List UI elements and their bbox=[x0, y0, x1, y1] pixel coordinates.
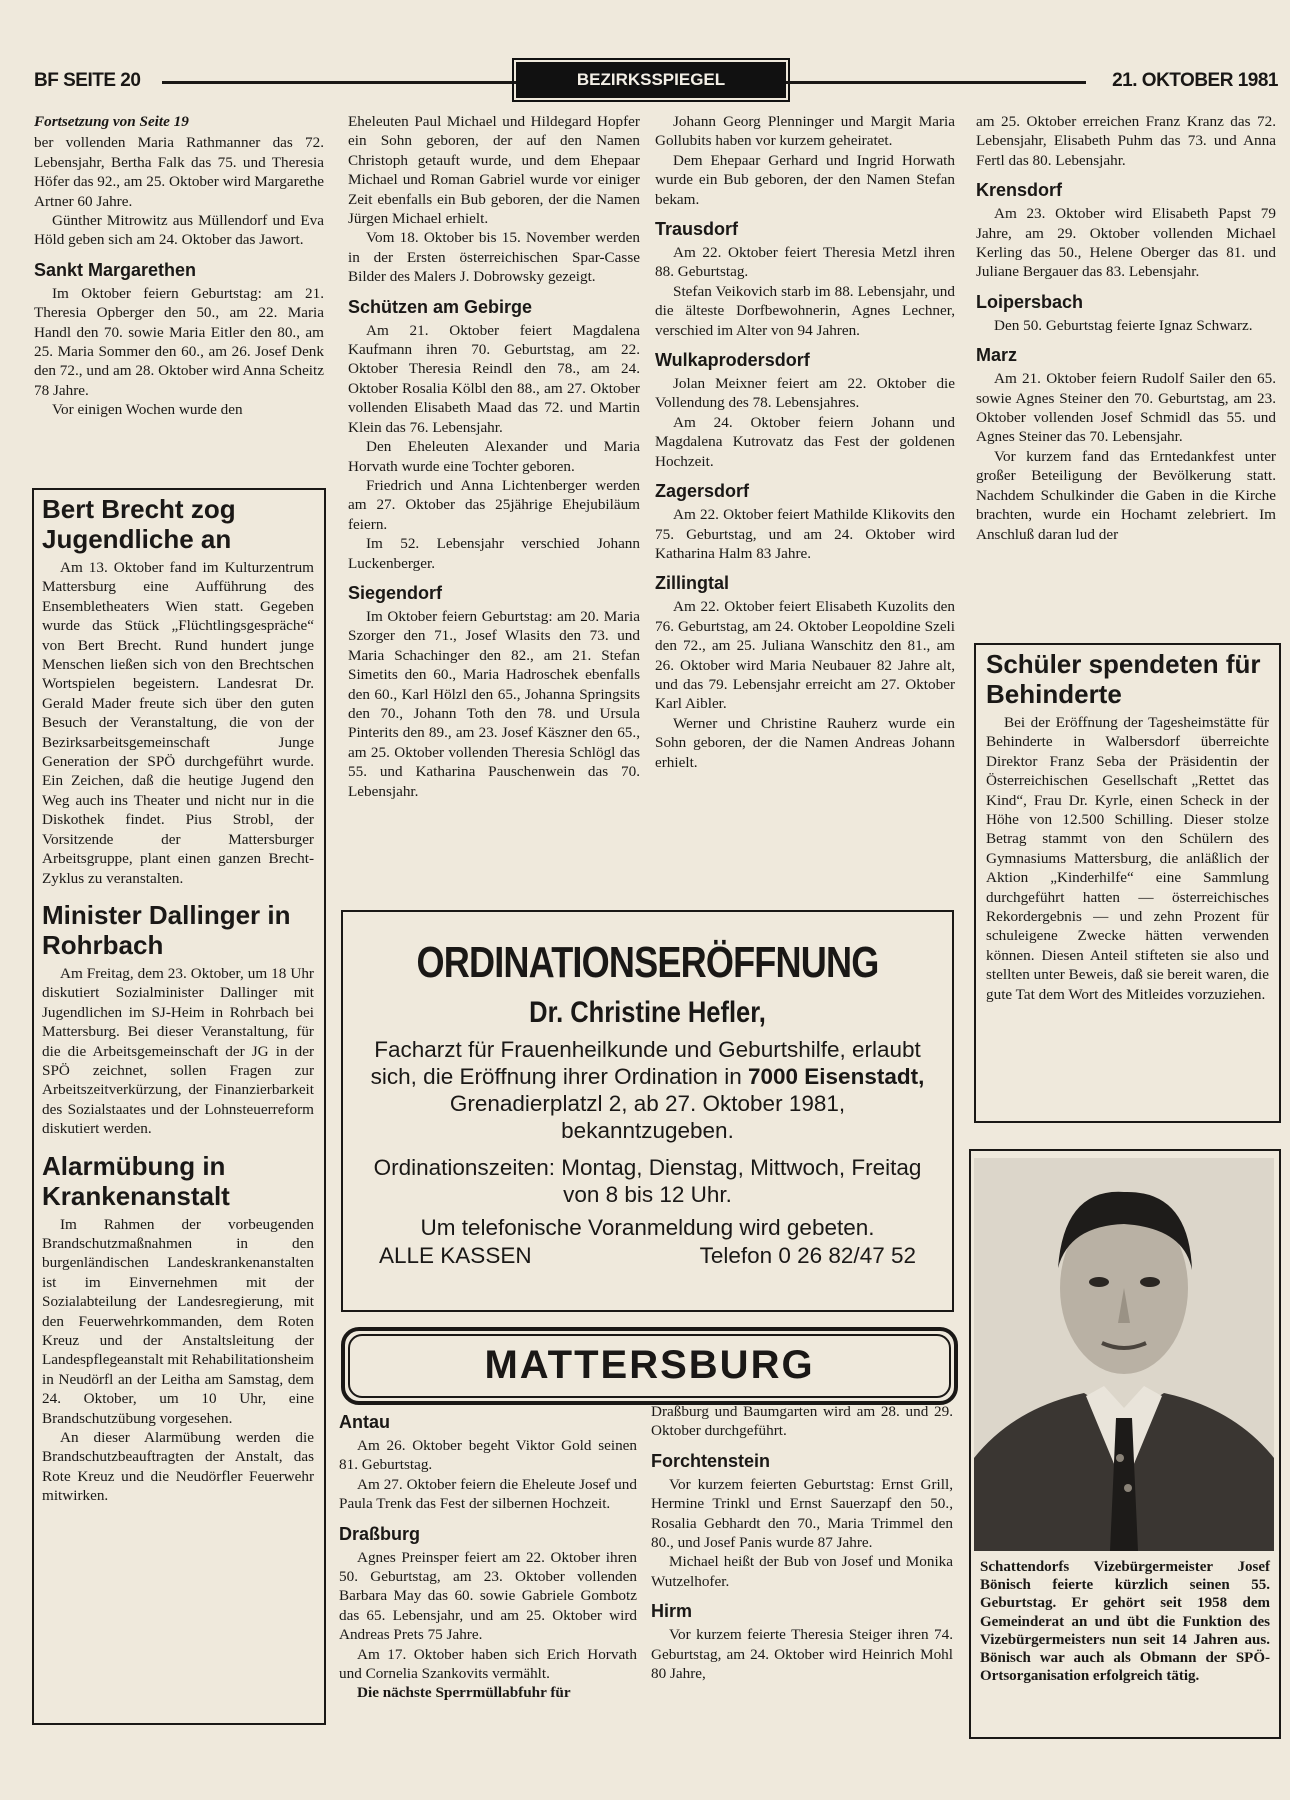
ad-city: 7000 Eisenstadt, bbox=[747, 1064, 925, 1089]
paragraph: Vor kurzem feierten Geburtstag: Ernst Grill, Hermine Trinkl und Ernst Sauerzapf den 50., Rosalia Gebhardt den 70., Maria Trimmel den 80., und Josef Panis wurde 87 Jahre. bbox=[651, 1475, 953, 1552]
paragraph: Eheleuten Paul Michael und Hildegard Hopfer ein Sohn geboren, der auf den Namen Christoph getauft wurde, und dem Ehepaar Michael und Roman Gabriel wurde vor einiger Zeit ebenfalls ein Bub geboren, der die Namen Jürgen Michael erhielt. bbox=[348, 113, 640, 228]
ad-note: Um telefonische Voranmeldung wird gebeten. bbox=[420, 1215, 875, 1240]
paragraph: Draßburg und Baumgarten wird am 28. und 29. Oktober durchgeführt. bbox=[651, 1403, 953, 1440]
ad-text bbox=[367, 1036, 928, 1144]
place-heading: Forchtenstein bbox=[651, 1450, 771, 1471]
paragraph: Den 50. Geburtstag feierte Ignaz Schwarz. bbox=[994, 316, 1253, 334]
paragraph: ber vollenden Maria Rathmanner das 72. Lebensjahr, Bertha Falk das 75. und Theresia Höfer das 92., am 25. Oktober wird Margarethe Artner 60 Jahre. bbox=[34, 134, 324, 210]
paragraph: Vor kurzem fand das Erntedankfest unter großer Beteiligung der Bevölkerung statt. Nachdem Schulkinder die Gaben in die Kirche brachten, wurde ein Hochamt zelebriert. Im Anschluß daran lud der bbox=[976, 447, 1276, 543]
header-rule bbox=[786, 81, 1086, 84]
paragraph: Jolan Meixner feiert am 22. Oktober die Vollendung des 78. Lebensjahres. bbox=[655, 375, 955, 412]
issue-date: 21. OKTOBER 1981 bbox=[1112, 70, 1278, 91]
paragraph: Agnes Preinsper feiert am 22. Oktober ihren 50. Geburtstag, am 23. Oktober vollenden Barbara May das 60. sowie Gabriele Gombotz das 65. Lebensjahr, und am 25. Oktober wird Andreas Prets 75 Jahre. bbox=[339, 1548, 637, 1644]
paragraph: Günther Mitrowitz aus Müllendorf und Eva Höld geben sich am 24. Oktober das Jawort. bbox=[34, 212, 324, 249]
place-heading: Antau bbox=[339, 1412, 390, 1432]
paragraph: Dem Ehepaar Gerhard und Ingrid Horwath wurde ein Bub geboren, der den Namen Stefan bekam. bbox=[655, 151, 955, 208]
ad-title: ORDINATIONSERÖFFNUNG bbox=[416, 938, 879, 987]
ad-line: Facharzt für Frauenheilkunde und Geburtshilfe, erlaubt sich, die Eröffnung ihrer Ordination in bbox=[370, 1037, 921, 1089]
mattersburg-column-1 bbox=[339, 1402, 637, 1703]
photo-caption: Schattendorfs Vizebürgermeister Josef Bönisch feierte kürzlich seinen 55. Geburtstag. Er gehört seit 1958 dem Gemeinderat an und übt die Funktion des Vizebürgermeisters nun seit 14 Jahren aus. Bönisch war auch als Obmann der SPÖ-Ortsorganisation erfolgreich tätig. bbox=[980, 1559, 1270, 1685]
ad-line: Grenadierplatzl 2, ab 27. Oktober 1981, bekanntzugeben. bbox=[449, 1091, 846, 1143]
paragraph: Vom 18. Oktober bis 15. November werden in der Ersten österreichischen Spar-Casse Bilder des Malers J. Dobrowsky gezeigt. bbox=[348, 229, 640, 286]
paragraph: Am 26. Oktober begeht Viktor Gold seinen 81. Geburtstag. bbox=[339, 1437, 637, 1474]
paragraph: Im Rahmen der vorbeugenden Brandschutzmaßnahmen in den burgenländischen Landeskrankenanstalten ist im Einvernehmen mit der Sozialabteilung der Landesregierung, mit den Feuerwehrkommanden, dem Roten Kreuz und der Anstaltsleitung der Landespflegeanstalt mit Rehabilitationsheim in Neudörfl an der Leitha am Samstag, dem 24. Oktober, um 10 Uhr, eine Brandschutzübung vorgesehen. bbox=[42, 1215, 314, 1427]
paragraph: Den Eheleuten Alexander und Maria Horvath wurde eine Tochter geboren. bbox=[348, 438, 640, 475]
column-3 bbox=[655, 112, 955, 772]
advertisement bbox=[341, 910, 954, 1312]
portrait-photo bbox=[974, 1158, 1274, 1551]
paragraph: Johann Georg Plenninger und Margit Maria Gollubits haben vor kurzem geheiratet. bbox=[655, 113, 955, 150]
place-heading: Krensdorf bbox=[976, 180, 1063, 201]
column-2 bbox=[348, 112, 640, 801]
paragraph: Am 22. Oktober feiert Theresia Metzl ihren 88. Geburtstag. bbox=[655, 244, 955, 281]
place-heading: Siegendorf bbox=[348, 582, 443, 603]
place-heading: Wulkaprodersdorf bbox=[655, 350, 810, 371]
place-heading: Zagersdorf bbox=[655, 481, 750, 502]
paragraph: Am 27. Oktober feiern die Eheleute Josef und Paula Trenk das Fest der silbernen Hochzeit. bbox=[339, 1475, 637, 1513]
article-headline: Schüler spendeten für Behinderte bbox=[986, 649, 1261, 709]
paragraph: Die nächste Sperrmüllabfuhr für bbox=[357, 1684, 571, 1702]
place-heading: Trausdorf bbox=[655, 219, 739, 240]
article-headline: Minister Dallinger in Rohrbach bbox=[42, 899, 291, 960]
ad-footer bbox=[379, 1243, 916, 1269]
page-number: BF SEITE 20 bbox=[34, 70, 141, 91]
column-4 bbox=[976, 112, 1276, 544]
place-heading: Sankt Margarethen bbox=[34, 259, 197, 280]
ad-name: Dr. Christine Hefler, bbox=[529, 996, 766, 1029]
paragraph: Vor kurzem feierte Theresia Steiger ihren 74. Geburtstag, am 24. Oktober wird Heinrich Mohl 80 Jahre, bbox=[651, 1626, 953, 1683]
paragraph: Am 17. Oktober haben sich Erich Horvath und Cornelia Szankovits vermählt. bbox=[339, 1645, 637, 1683]
place-heading: Hirm bbox=[651, 1601, 693, 1622]
article-headline: Alarmübung in Krankenanstalt bbox=[42, 1150, 230, 1211]
paragraph: Friedrich und Anna Lichtenberger werden am 27. Oktober das 25jährige Ehejubiläum feiern. bbox=[348, 476, 640, 533]
paragraph: Am Freitag, dem 23. Oktober, um 18 Uhr diskutiert Sozialminister Dallinger mit Jugendlichen im SJ-Heim in Rohrbach bei Mattersburg. Bei dieser Veranstaltung, für die die Arbeitsgemeinschaft der JG in der SPÖ zeichnet, sollen Fragen zur Arbeitszeitverkürzung, der Finanzierbarkeit des Sozialstaates und der Lohnsteuerreform diskutiert werden. bbox=[42, 964, 314, 1138]
ad-hours: Ordinationszeiten: Montag, Dienstag, Mittwoch, Freitag von 8 bis 12 Uhr. bbox=[373, 1155, 922, 1207]
article-headline: Bert Brecht zog Jugendliche an bbox=[42, 494, 236, 554]
place-heading: Draßburg bbox=[339, 1523, 420, 1544]
place-heading: Zillingtal bbox=[655, 573, 729, 594]
column-1 bbox=[34, 112, 324, 420]
paragraph: am 25. Oktober erreichen Franz Kranz das 72. Lebensjahr, Elisabeth Puhm das 73. und Anna Fertl das 80. Lebensjahr. bbox=[976, 113, 1276, 169]
paragraph: Im 52. Lebensjahr verschied Johann Luckenberger. bbox=[348, 535, 640, 572]
left-news-box bbox=[32, 488, 326, 1725]
paragraph: Am 13. Oktober fand im Kulturzentrum Mattersburg eine Aufführung des Ensembletheaters Wien statt. Gegeben wurde das Stück „Flüchtlingsgespräche“ von Bert Brecht. Rund hundert junge Menschen ließen sich von den Brechtschen Wortspielen begeistern. Landesrat Dr. Gerald Mader freute sich über den guten Besuch der Veranstaltung, die von der Bezirksarbeitsgemeinschaft Junge Generation der SPÖ durchgeführt wurde. Ein Zeichen, daß die heutige Jugend den Weg auch ins Theater und nicht nur in die Diskothek findet. Pius Strobl, der Vorsitzende der Mattersburger Arbeitsgruppe, plant einen ganzen Brecht-Zyklus zu veranstalten. bbox=[42, 559, 314, 887]
place-heading: Loipersbach bbox=[976, 291, 1084, 312]
mattersburg-column-2 bbox=[651, 1402, 953, 1683]
paragraph: Am 21. Oktober feiern Rudolf Sailer den 65. sowie Agnes Steiner den 70. Geburtstag, am 23. Oktober vollenden Josef Schmidl das 55. und Agnes Steiner das 70. Lebensjahr. bbox=[976, 370, 1276, 446]
paragraph: Am 21. Oktober feiert Magdalena Kaufmann ihren 70. Geburtstag, am 22. Oktober Theresia Reindl den 78., am 24. Oktober Rosalia Kölbl den 88., am 27. Oktober vollenden Elisabeth Maad das 72. und Martin Klein das 76. Lebensjahr. bbox=[348, 321, 640, 436]
paragraph: An dieser Alarmübung werden die Brandschutzbeauftragten der Anstalt, das Rote Kreuz und die Neudörfler Feuerwehr mitwirken. bbox=[42, 1429, 314, 1505]
place-heading: Marz bbox=[976, 345, 1018, 366]
right-news-box bbox=[974, 643, 1281, 1123]
paragraph: Im Oktober feiern Geburtstag: am 21. Theresia Opberger den 50., am 22. Maria Handl den 70. sowie Maria Eitler den 80., am 25. Maria Sommer den 60., am 26. Josef Denk den 72., und am 28. Oktober wird Anna Scheitz 78 Jahre. bbox=[34, 284, 324, 399]
paragraph: Werner und Christine Rauherz wurde ein Sohn geboren, der die Namen Andreas Johann erhielt. bbox=[655, 714, 955, 771]
paragraph: Vor einigen Wochen wurde den bbox=[52, 401, 243, 419]
paragraph: Michael heißt der Bub von Josef und Monika Wutzelhofer. bbox=[651, 1553, 953, 1590]
paragraph: Bei der Eröffnung der Tagesheimstätte für Behinderte in Walbersdorf überreichte Direktor Franz Seba der Präsidentin der Österreichischen Gesellschaft „Rettet das Kind“, Frau Dr. Kyrle, einen Scheck in der Höhe von 12.500 Schilling. Dieser stolze Betrag stammt von den Schülern des Gymnasiums Mattersburg, die anläßlich der Aktion „Kinderhilfe“ eine Sammlung durchgeführt hatten — österreichisches Rekordergebnis — und zehn Prozent für schuleigene Zwecke hätten verwenden können. Diesen Anteil stifteten sie also und stellten unter Beweis, daß sie bereit waren, die gute Tat dem Wort des Mitleides vorzuziehen. bbox=[986, 714, 1269, 1003]
paragraph: Am 23. Oktober wird Elisabeth Papst 79 Jahre, am 29. Oktober vollenden Michael Kerling das 50., Helene Oberger das 81. und Juliane Bergauer das 83. Lebensjahr. bbox=[976, 205, 1276, 281]
left-box-articles bbox=[42, 482, 314, 1506]
continuation-note: Fortsetzung von Seite 19 bbox=[34, 113, 189, 130]
paragraph: Stefan Veikovich starb im 88. Lebensjahr, und die älteste Dorfbewohnerin, Agnes Lechner, verschied im Alter von 94 Jahren. bbox=[655, 282, 955, 339]
ad-phone: Telefon 0 26 82/47 52 bbox=[699, 1243, 916, 1268]
paragraph: Am 22. Oktober feiert Elisabeth Kuzolits den 76. Geburtstag, am 24. Oktober Leopoldine Szeli den 72., am 25. Juliana Wanschitz den 81., am 26. Oktober wird Maria Neubauer 82 Jahre alt, und das 79. Lebensjahr erreicht am 27. Oktober Karl Aibler. bbox=[655, 598, 955, 713]
paragraph: Am 24. Oktober feiern Johann und Magdalena Kutrovatz das Fest der goldenen Hochzeit. bbox=[655, 413, 955, 470]
section-title: MATTERSBURG bbox=[348, 1334, 951, 1398]
paragraph: Am 22. Oktober feiert Mathilde Klikovits den 75. Geburtstag, und am 24. Oktober wird Katharina Halm 83 Jahre. bbox=[655, 506, 955, 562]
section-banner bbox=[341, 1327, 958, 1405]
ad-kassen: ALLE KASSEN bbox=[379, 1243, 532, 1268]
paragraph: Im Oktober feiern Geburtstag: am 20. Maria Szorger den 71., Josef Wlasits den 73. und Maria Schachinger den 82., am 21. Stefan Simetits den 60., Maria Hadroschek ebenfalls den 60., Karl Hölzl den 65., Johanna Springsits den 70., Johann Toth den 78. und Ursula Pinterits den 89., am 23. Josef Käszner den 65., am 25. Oktober vollenden Theresia Schlögl das 55. und Katharina Pauschenwein das 70. Lebensjahr. bbox=[348, 607, 640, 800]
header-rule bbox=[162, 81, 516, 84]
place-heading: Schützen am Gebirge bbox=[348, 296, 533, 317]
right-box-article bbox=[986, 637, 1269, 1004]
section-badge: BEZIRKSSPIEGEL bbox=[516, 62, 786, 98]
